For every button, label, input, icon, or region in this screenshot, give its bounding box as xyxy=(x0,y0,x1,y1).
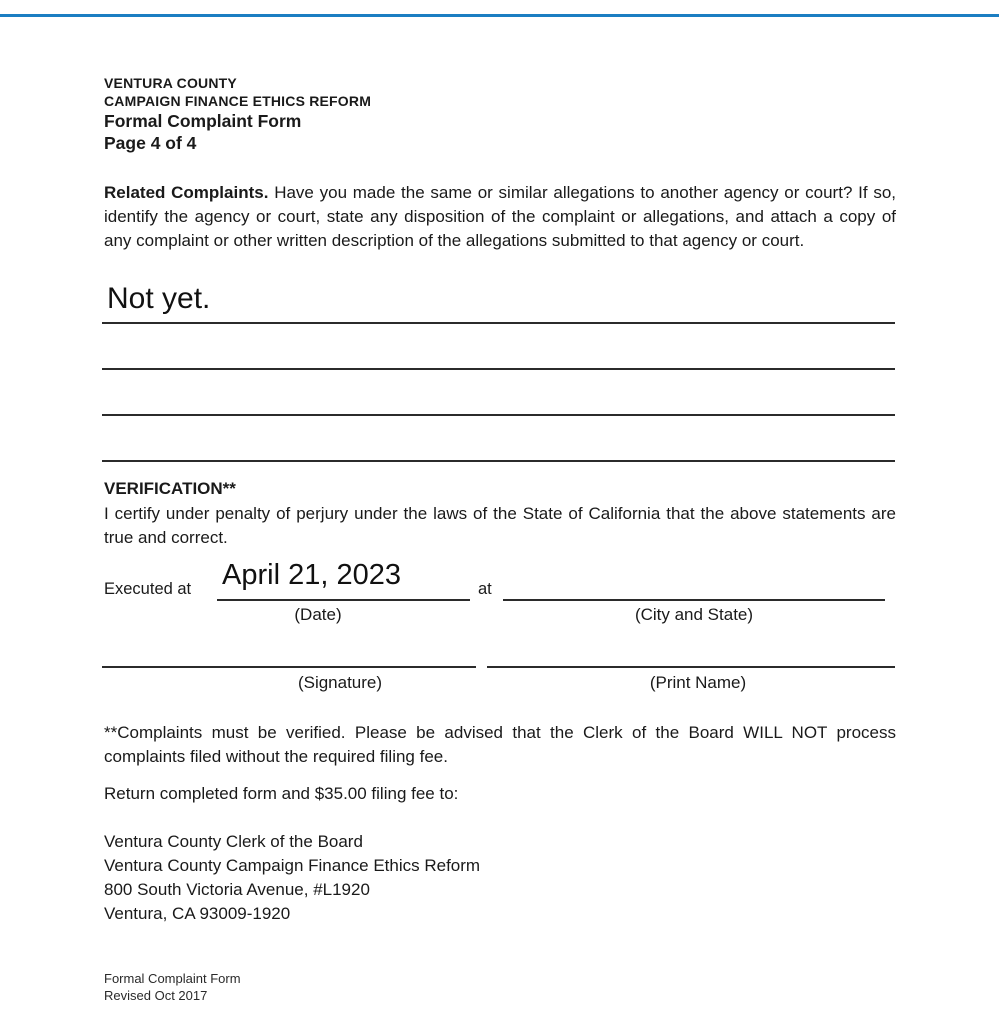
document-footer xyxy=(104,970,241,1004)
city-state-caption: (City and State) xyxy=(634,605,754,624)
header-county: VENTURA COUNTY xyxy=(104,75,237,91)
answer-line-2[interactable] xyxy=(102,368,895,370)
header-program: CAMPAIGN FINANCE ETHICS REFORM xyxy=(104,93,372,109)
date-field-line[interactable] xyxy=(217,599,470,601)
verification-statement: I certify under penalty of perjury under the laws of the State of California that the above statements are true and correct. xyxy=(104,504,896,547)
header-page-number: Page 4 of 4 xyxy=(104,133,197,153)
print-name-caption: (Print Name) xyxy=(649,673,747,692)
signature-field-line[interactable] xyxy=(102,666,476,668)
must-be-verified-note: **Complaints must be verified. Please be advised that the Clerk of the Board WILL NOT process complaints filed without the required filing fee. xyxy=(104,723,896,766)
city-state-field-line[interactable] xyxy=(503,599,885,601)
print-name-field-line[interactable] xyxy=(487,666,895,668)
mailing-address xyxy=(104,830,480,926)
related-complaints-lead: Related Complaints. xyxy=(104,183,269,202)
related-complaints-body: Have you made the same or similar allegations to another agency or court? If so, identify the agency or court, state any disposition of the complaint or allegations, and attach a copy of any complaint or other written description of the allegations submitted to that agency or court. xyxy=(104,183,896,250)
header-form-title: Formal Complaint Form xyxy=(104,111,302,131)
document-header xyxy=(104,74,371,154)
answer-line-1[interactable] xyxy=(102,322,895,324)
footer-form-name: Formal Complaint Form xyxy=(104,971,241,986)
at-label: at xyxy=(478,580,492,598)
answer-line-4[interactable] xyxy=(102,460,895,462)
answer-line-3[interactable] xyxy=(102,414,895,416)
return-instructions: Return completed form and $35.00 filing fee to: xyxy=(104,784,459,803)
related-complaints-answer-value[interactable]: Not yet. xyxy=(107,282,211,315)
footer-revision-date: Revised Oct 2017 xyxy=(104,988,208,1003)
verification-heading: VERIFICATION** xyxy=(104,479,236,498)
top-accent-rule xyxy=(0,14,999,17)
signature-caption: (Signature) xyxy=(297,673,383,692)
executed-at-label: Executed at xyxy=(104,580,192,598)
address-line-1: Ventura County Clerk of the Board xyxy=(104,832,363,851)
related-complaints-paragraph xyxy=(104,181,896,253)
date-field-value[interactable]: April 21, 2023 xyxy=(222,559,401,591)
address-line-3: 800 South Victoria Avenue, #L1920 xyxy=(104,880,370,899)
date-caption: (Date) xyxy=(294,605,342,624)
address-line-2: Ventura County Campaign Finance Ethics Reform xyxy=(104,856,481,875)
address-line-4: Ventura, CA 93009-1920 xyxy=(104,904,291,923)
